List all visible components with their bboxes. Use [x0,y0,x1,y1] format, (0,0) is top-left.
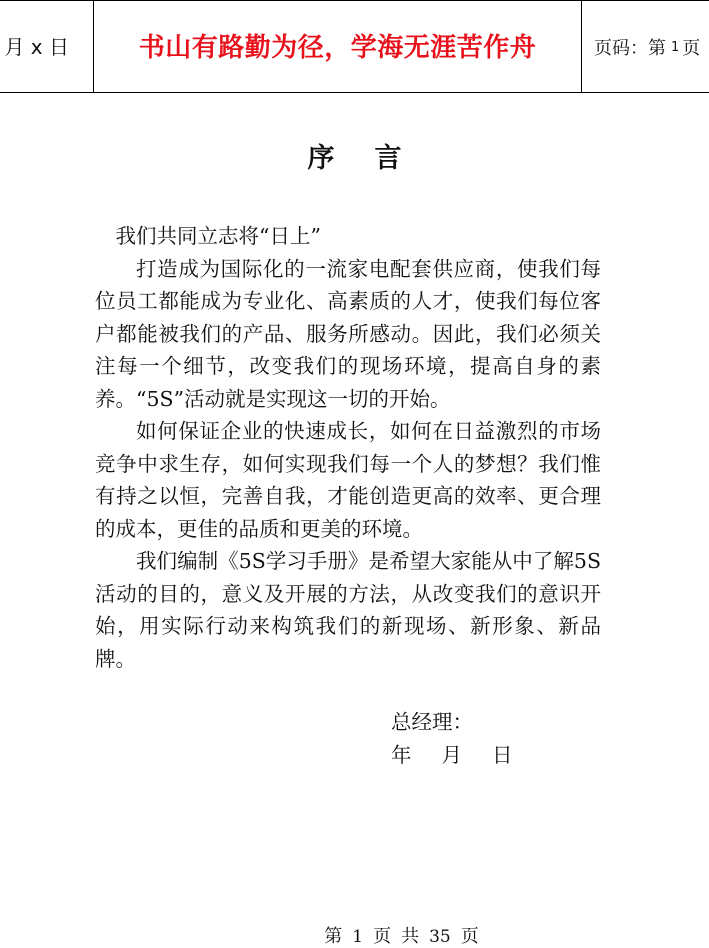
footer-di: 第 [324,926,343,947]
footer-ye2: 页 [460,926,479,947]
header-motto: 书山有路勤为径，学海无涯苦作舟 [138,32,537,63]
paragraph-intro: 我们共同立志将“日上” [115,224,321,248]
signature-month: 月 [441,743,462,767]
footer-total-pages: 35 [429,927,451,947]
paragraph-handbook: 我们编制《5S学习手册》是希望大家能从中了解5S活动的目的，意义及开展的方法，从改变我们的意识开始，用实际行动来构筑我们的新现场、新形象、新品牌。 [95,549,601,671]
paragraph-growth: 如何保证企业的快速成长，如何在日益激烈的市场竞争中求生存，如何实现我们每一个人的梦想？我们惟有持之以恒，完善自我，才能创造更高的效率、更合理的成本，更佳的品质和更美的环境。 [95,419,601,541]
footer-page-number: 1 [352,927,364,947]
signature-date [391,739,513,772]
paragraph-vision: 打造成为国际化的一流家电配套供应商，使我们每位员工都能成为专业化、高素质的人才，使我们每位客户都能被我们的产品、服务所感动。因此，我们必须关注每一个细节，改变我们的现场环境，提高自身的素养。“5S”活动就是实现这一切的开始。 [95,256,601,411]
header-date-cell [0,1,94,93]
manager-label: 总经理： [391,710,473,734]
footer-gong: 共 [401,926,420,947]
preface-body [95,220,601,675]
header-page-cell [582,1,709,93]
page-title: 序言 [307,143,442,174]
page-footer [0,922,709,948]
header-motto-cell [94,1,582,93]
document-header [0,0,709,93]
header-date: 月 x 日 [4,35,69,59]
header-page-label: 页码：第 [594,38,666,59]
signature-day: 日 [492,743,513,767]
header-page-number: 1 [671,39,680,55]
signature-block [391,706,513,772]
footer-ye: 页 [373,926,392,947]
header-page-suffix: 页 [682,38,701,59]
signature-year: 年 [391,743,412,767]
